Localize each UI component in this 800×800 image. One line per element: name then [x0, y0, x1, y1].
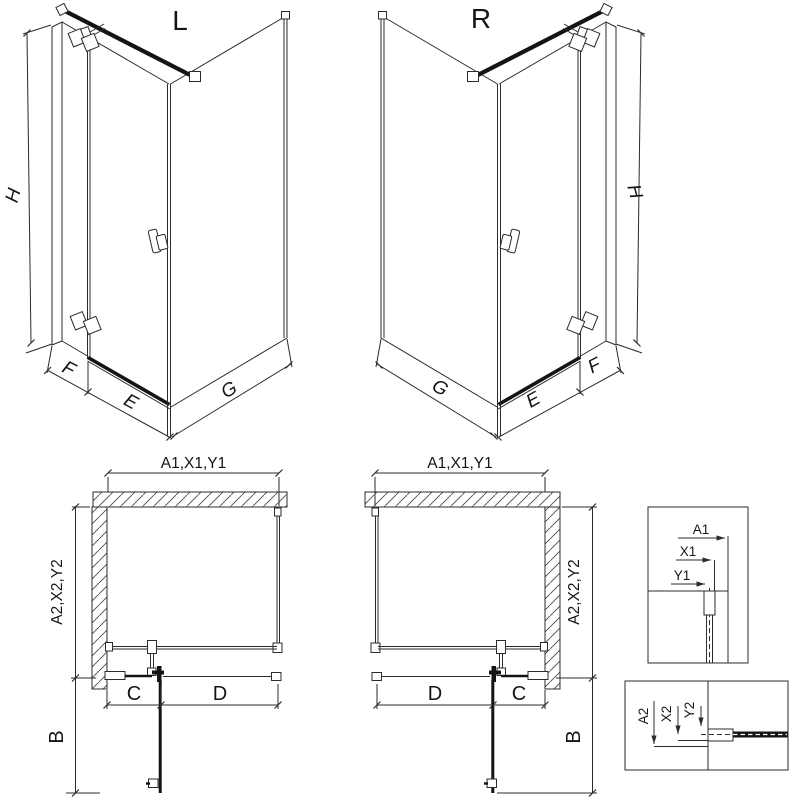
wall-top-left-plan — [93, 492, 287, 507]
wall-top-right-plan — [365, 492, 560, 507]
dim-label-side-left: G — [217, 377, 241, 404]
detail-depth-view — [625, 681, 788, 770]
view-left-label: L — [172, 5, 188, 36]
dim-label-side-right: G — [428, 375, 452, 402]
dim-label-height-right: H — [622, 182, 647, 201]
detail-width-view — [648, 507, 748, 663]
plan-left-top-dim-label: A1,X1,Y1 — [160, 455, 227, 472]
view-3d-right — [376, 3, 647, 441]
plan-right-side-dim-label: A2,X2,Y2 — [566, 559, 583, 625]
dim-label-door-right: E — [522, 387, 544, 413]
plan-view-right — [365, 455, 597, 797]
plan-right-b-dim-label: B — [563, 730, 585, 744]
dim-label-fixed-left: F — [58, 357, 79, 382]
plan-left-c-dim-label: C — [126, 683, 142, 705]
view-3d-left — [2, 3, 293, 440]
detail-a2-label: A2 — [636, 707, 651, 725]
plan-right-top-dim-label: A1,X1,Y1 — [427, 455, 493, 472]
wall-side-right-plan — [545, 507, 560, 689]
dim-label-door-left: E — [120, 389, 142, 415]
detail-a1-label: A1 — [692, 522, 710, 537]
plan-view-left — [46, 455, 287, 797]
plan-left-side-dim-label: A2,X2,Y2 — [49, 559, 66, 625]
detail-x1-label: X1 — [679, 544, 697, 559]
detail-y1-label: Y1 — [673, 568, 691, 583]
dim-label-height-left: H — [1, 186, 26, 205]
wall-side-left-plan — [92, 507, 107, 689]
plan-right-c-dim-label: C — [511, 683, 527, 705]
dim-label-fixed-right: F — [584, 354, 605, 379]
detail-x2-label: X2 — [659, 705, 674, 723]
view-right-label: R — [470, 3, 492, 34]
plan-left-b-dim-label: B — [46, 730, 68, 744]
plan-left-d-dim-label: D — [212, 683, 228, 705]
detail-y2-label: Y2 — [682, 701, 697, 719]
plan-right-d-dim-label: D — [427, 683, 443, 705]
